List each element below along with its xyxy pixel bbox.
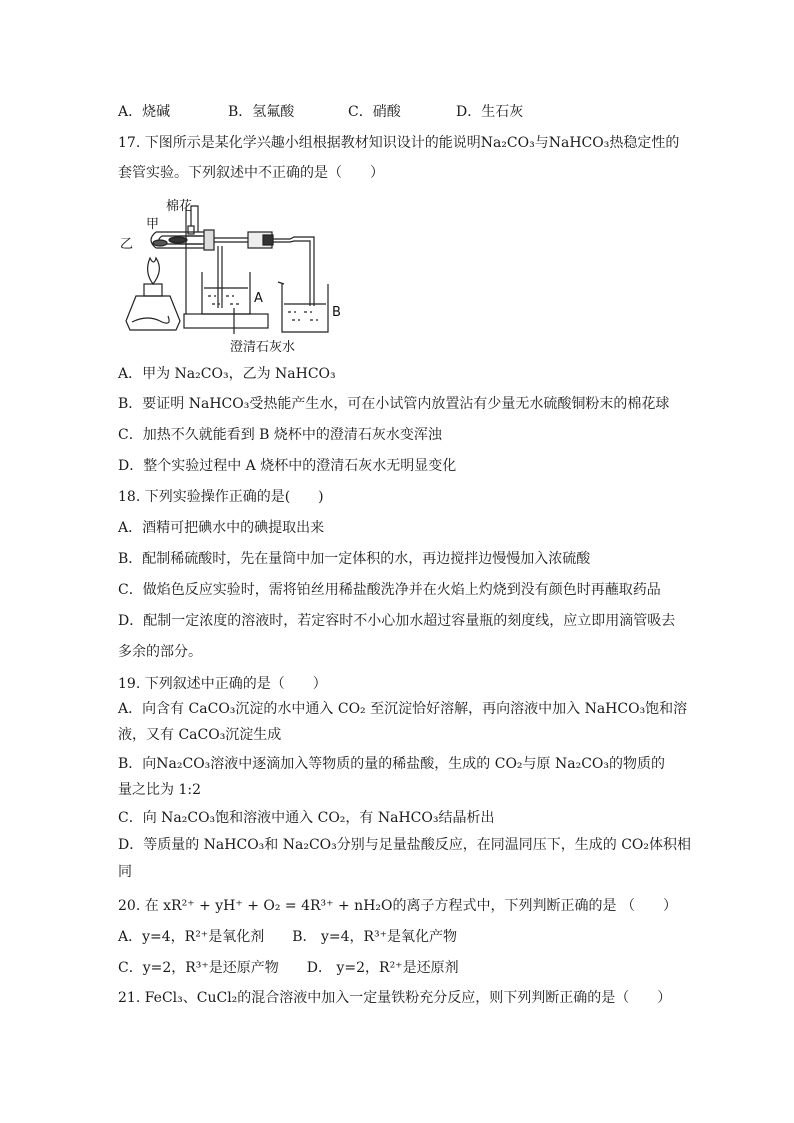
q19-option-a-cont: 液，又有 CaCO₃沉淀生成 bbox=[118, 727, 282, 743]
q18-option-a: A．酒精可把碘水中的碘提取出来 bbox=[118, 520, 325, 536]
q19-option-b-cont: 量之比为 1:2 bbox=[118, 782, 201, 798]
q17-stem-line2: 套管实验。下列叙述中不正确的是（ ） bbox=[118, 165, 384, 181]
q17-option-d: D．整个实验过程中 A 烧杯中的澄清石灰水无明显变化 bbox=[118, 458, 457, 474]
beaker-b-liquid bbox=[288, 312, 318, 320]
q17-option-c: C．加热不久就能看到 B 烧杯中的澄清石灰水变浑浊 bbox=[118, 427, 442, 443]
q18-option-d-cont: 多余的部分。 bbox=[118, 644, 202, 660]
tube-to-a bbox=[218, 246, 222, 308]
sample-jia bbox=[169, 237, 187, 243]
alcohol-lamp bbox=[126, 296, 180, 330]
connector-dark bbox=[263, 235, 273, 245]
q18-option-d: D．配制一定浓度的溶液时，若定容时不小心加水超过容量瓶的刻度线，应立即用滴管吸去 bbox=[118, 613, 676, 629]
q18-option-c: C．做焰色反应实验时，需将铂丝用稀盐酸洗净并在火焰上灼烧到没有颜色时再蘸取药品 bbox=[118, 582, 661, 598]
stand-base bbox=[184, 314, 268, 328]
q17-option-b: B．要证明 NaHCO₃受热能产生水，可在小试管内放置沾有少量无水硫酸铜粉末的棉花球 bbox=[118, 396, 670, 412]
q19-option-d: D．等质量的 NaHCO₃和 Na₂CO₃分别与足量盐酸反应，在同温同压下，生成的 CO₂体积相 bbox=[118, 837, 691, 853]
q19-option-b: B．向Na₂CO₃溶液中逐滴加入等物质的量的稀盐酸，生成的 CO₂与原 Na₂CO₃的物质的 bbox=[118, 756, 666, 772]
label-b: B bbox=[332, 305, 341, 320]
apparatus-diagram bbox=[118, 196, 348, 358]
beaker-b-lip bbox=[278, 282, 284, 284]
label-jia: 甲 bbox=[146, 217, 160, 232]
lamp-wick bbox=[132, 316, 169, 323]
q18-option-b: B．配制稀硫酸时，先在量筒中加一定体积的水，再边搅拌边慢慢加入浓硫酸 bbox=[118, 551, 591, 567]
apparatus-figure bbox=[118, 196, 348, 358]
q19-stem: 19. 下列叙述中正确的是（ ） bbox=[118, 676, 327, 692]
q17-stem-line1: 17. 下图所示是某化学兴趣小组根据教材知识设计的能说明Na₂CO₃与NaHCO₃热稳定性的 bbox=[118, 135, 680, 151]
label-limewater: 澄清石灰水 bbox=[230, 340, 296, 355]
q19-option-c: C．向 Na₂CO₃饱和溶液中通入 CO₂，有 NaHCO₃结晶析出 bbox=[118, 810, 495, 826]
beaker-a-liquid bbox=[208, 296, 240, 304]
q20-options-row1: A．y=4，R²⁺是氧化剂 B． y=4，R³⁺是氧化产物 bbox=[118, 929, 458, 945]
label-a: A bbox=[254, 291, 263, 306]
sample-yi bbox=[153, 240, 167, 246]
label-yi: 乙 bbox=[120, 237, 134, 252]
tube-to-b bbox=[273, 237, 314, 306]
cotton bbox=[188, 226, 194, 234]
q20-stem: 20. 在 xR²⁺ + yH⁺ + O₂ = 4R³⁺ + nH₂O的离子方程式中，下列判断正确的是 （ ） bbox=[118, 898, 677, 914]
q16-option-c: C．硝酸 bbox=[348, 104, 401, 120]
beaker-b bbox=[282, 284, 328, 332]
q21-stem: 21. FeCl₃、CuCl₂的混合溶液中加入一定量铁粉充分反应，则下列判断正确的是（ ） bbox=[118, 990, 672, 1006]
q19-option-d-cont: 同 bbox=[118, 864, 132, 880]
q16-option-d: D．生石灰 bbox=[456, 104, 524, 120]
lamp-neck bbox=[144, 284, 162, 296]
q16-option-b: B．氢氟酸 bbox=[228, 104, 295, 120]
q18-stem: 18. 下列实验操作正确的是( ) bbox=[118, 489, 324, 505]
q16-options bbox=[118, 102, 523, 122]
q20-options-row2: C．y=2，R³⁺是还原产物 D． y=2，R²⁺是还原剂 bbox=[118, 960, 459, 976]
q19-option-a: A．向含有 CaCO₃沉淀的水中通入 CO₂ 至沉淀恰好溶解，再向溶液中加入 NaHCO₃饱和溶 bbox=[118, 701, 688, 717]
tube-to-b-inner bbox=[273, 241, 310, 306]
stopper bbox=[204, 230, 214, 250]
label-cotton: 棉花 bbox=[166, 199, 193, 214]
q17-option-a: A．甲为 Na₂CO₃，乙为 NaHCO₃ bbox=[118, 366, 336, 382]
flame bbox=[148, 258, 160, 284]
beaker-a bbox=[202, 272, 250, 314]
q16-option-a: A．烧碱 bbox=[118, 104, 171, 120]
